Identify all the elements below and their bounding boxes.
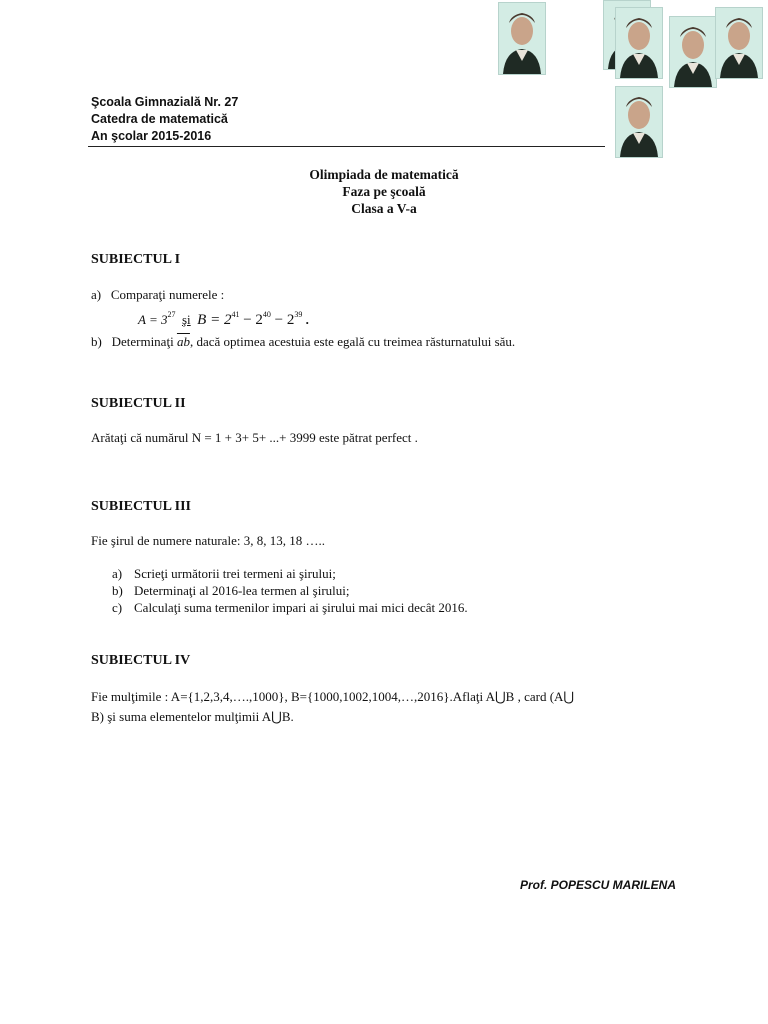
- school-year: An şcolar 2015-2016: [91, 129, 212, 143]
- item-text: Scrieţi următorii trei termeni ai şirului;: [134, 566, 336, 581]
- item-text: Determinaţi al 2016-lea termen al şirului;: [134, 583, 350, 598]
- expr-a: A = 3: [138, 312, 168, 327]
- expr-minus-2: − 2: [270, 312, 295, 328]
- department-name: Catedra de matematică: [91, 112, 228, 126]
- exp-b1: 41: [231, 310, 240, 319]
- subject-1-heading: SUBIECTUL I: [91, 252, 181, 267]
- school-name: Şcoala Gimnazială Nr. 27: [91, 95, 239, 109]
- item-label: c): [112, 600, 123, 615]
- list-item: [112, 599, 468, 616]
- exam-title: [0, 166, 768, 217]
- item-label: a): [91, 287, 102, 302]
- expr-end: .: [302, 312, 309, 327]
- title-line-3: Clasa a V-a: [351, 201, 417, 216]
- subject-4-line-1: Fie mulţimile : A={1,2,3,4,….,1000}, B={1000,1002,1004,…,2016}.Aflaţi A⋃B , card (A⋃: [91, 689, 575, 704]
- item-label: a): [112, 566, 123, 581]
- subject-4-text: [91, 687, 681, 727]
- item-text: Calculaţi suma termenilor impari ai şirului mai mici decât 2016.: [134, 600, 468, 615]
- portrait-image: [615, 7, 663, 79]
- subject-2-text: Arătaţi că numărul N = 1 + 3+ 5+ ...+ 3999 este pătrat perfect .: [91, 430, 418, 445]
- teacher-signature: Prof. POPESCU MARILENA: [519, 878, 676, 892]
- subject-4-heading: SUBIECTUL IV: [91, 653, 191, 668]
- exp-b2: 40: [262, 310, 271, 319]
- header-divider: [88, 146, 605, 147]
- portrait-image: [615, 86, 663, 158]
- portrait-image: [669, 16, 717, 88]
- item-label: b): [91, 334, 102, 349]
- portrait-image: [498, 2, 546, 75]
- expr-b: B = 2: [197, 312, 232, 328]
- subject-1-item-a: [91, 286, 224, 303]
- list-item: [112, 565, 468, 582]
- item-label: b): [112, 583, 123, 598]
- overline-ab: $\overline{ab}$: [176, 334, 190, 349]
- subject-3-list: [112, 565, 468, 616]
- item-text-pre: Determinaţi: [111, 334, 177, 349]
- exp-a: 27: [167, 310, 176, 319]
- exp-b3: 39: [294, 310, 303, 319]
- expr-and: şi: [181, 312, 191, 327]
- subject-1-expression: [138, 306, 309, 329]
- list-item: [112, 582, 468, 599]
- item-text-post: , dacă optimea acestuia este egală cu treimea răsturnatului său.: [189, 334, 516, 349]
- subject-1-item-b: [91, 333, 515, 350]
- title-line-1: Olimpiada de matematică: [309, 167, 459, 182]
- subject-3-heading: SUBIECTUL III: [91, 499, 191, 514]
- expr-minus-1: − 2: [239, 312, 263, 328]
- subject-4-line-2: B) şi suma elementelor mulţimii A⋃B.: [91, 709, 294, 724]
- school-header: [91, 94, 238, 145]
- title-line-2: Faza pe şcoală: [342, 184, 426, 199]
- subject-2-heading: SUBIECTUL II: [91, 396, 186, 411]
- item-text: Comparaţi numerele :: [110, 287, 225, 302]
- subject-3-intro: Fie şirul de numere naturale: 3, 8, 13, 18 …..: [91, 533, 325, 548]
- portrait-image: [715, 7, 763, 79]
